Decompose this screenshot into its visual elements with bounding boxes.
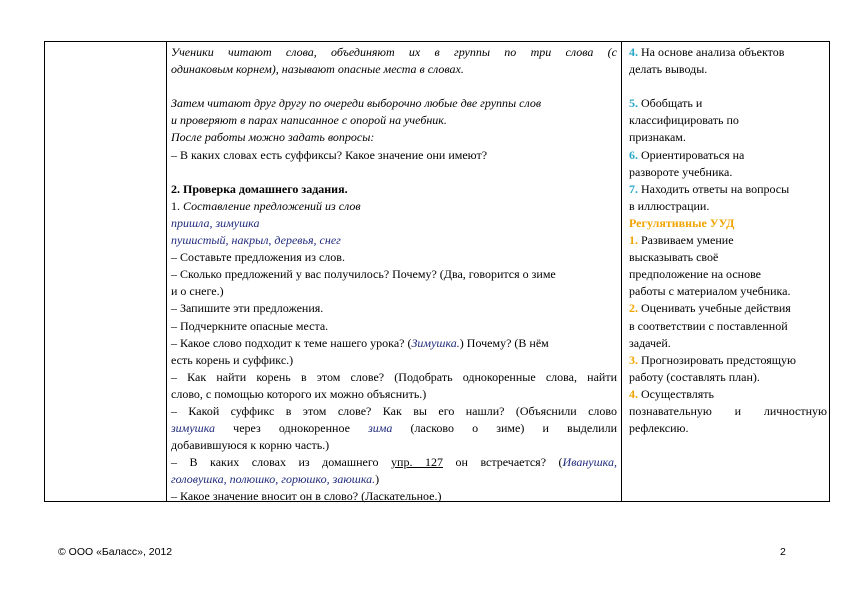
word-list: пришла, зимушка — [171, 215, 260, 230]
skill-item-cont: работу (составлять план). — [629, 369, 760, 384]
text-line: и проверяют в парах написанное с опорой на учебник. — [171, 113, 447, 128]
skill-item-cont: высказывать своё — [629, 250, 719, 265]
text-line: – Как найти корень в этом слове? (Подобрать однокоренные слова, найти — [171, 369, 617, 384]
skill-item-cont: делать выводы. — [629, 62, 708, 77]
table-column-skills — [623, 42, 831, 501]
text-line: – Какое значение вносит он в слово? (Ласкательное.) — [171, 489, 442, 504]
skill-item: 5. Обобщать и — [629, 96, 703, 111]
text-line: и о снеге.) — [171, 284, 224, 299]
text-line: Ученики читают слова, объединяют их в группы по три слова (с — [171, 45, 617, 59]
text-line: Затем читают друг другу по очереди выборочно любые две группы слов — [171, 96, 542, 111]
footer-copyright: © ООО «Баласс», 2012 — [58, 546, 173, 558]
skill-item-cont: рефлексию. — [629, 421, 689, 436]
skill-item-cont: предположение на основе — [629, 267, 761, 282]
skill-item-cont: в соответствии с поставленной — [629, 318, 788, 333]
skill-item-cont: развороте учебника. — [629, 164, 733, 179]
text-line: слово, с помощью которого их можно объяснить.) — [171, 386, 427, 401]
text-line: – Сколько предложений у вас получилось? Почему? (Два, говорится о зиме — [171, 267, 556, 282]
regulatory-header: Регулятивные УУД — [629, 215, 735, 230]
text-line: есть корень и суффикс.) — [171, 352, 294, 367]
text-line: – Какое слово подходит к теме нашего урока? (Зимушка.) Почему? (В нём — [171, 335, 549, 350]
skill-item: 4. Осуществлять — [629, 386, 715, 401]
skill-item-cont: признакам. — [629, 130, 686, 145]
text-line: головушка, полюшко, горюшко, заюшка.) — [171, 472, 380, 487]
skill-item: 4. На основе анализа объектов — [629, 45, 785, 59]
task-line: 1. Составление предложений из слов — [171, 198, 361, 213]
text-line: – В каких словах есть суффиксы? Какое значение они имеют? — [171, 147, 488, 162]
skill-item-cont: в иллюстрации. — [629, 198, 710, 213]
skill-item-cont: работы с материалом учебника. — [629, 284, 791, 299]
text-line: одинаковым корнем), называют опасные места в словах. — [171, 62, 464, 77]
word-list: пушистый, накрыл, деревья, снег — [171, 233, 341, 248]
text-line: После работы можно задать вопросы: — [171, 130, 375, 145]
text-line: – В каких словах из домашнего упр. 127 он встречается? (Иванушка, — [171, 455, 617, 470]
skill-item: 2. Оценивать учебные действия — [629, 301, 791, 316]
skill-item-cont: задачей. — [629, 335, 671, 350]
table-column-left — [45, 42, 167, 501]
text-line: – Составьте предложения из слов. — [171, 250, 345, 265]
text-line: зимушка через однокоренное зима (ласково о зиме) и выделили — [171, 421, 618, 436]
text-line: – Какой суффикс в этом слове? Как вы его нашли? (Объяснили слово — [171, 403, 617, 418]
skill-item: 1. Развиваем умение — [629, 233, 734, 248]
lesson-table — [44, 41, 830, 502]
text-line: добавившуюся к корню часть.) — [171, 438, 330, 453]
skill-item-cont: познавательную и личностную — [629, 403, 827, 418]
text-line: – Запишите эти предложения. — [171, 301, 324, 316]
skill-item: 7. Находить ответы на вопросы — [629, 181, 790, 196]
text-line: – Подчеркните опасные места. — [171, 318, 329, 333]
page-number: 2 — [780, 546, 786, 558]
table-column-content — [167, 42, 622, 504]
skill-item: 6. Ориентироваться на — [629, 147, 745, 162]
skill-item-cont: классифицировать по — [629, 113, 739, 128]
section-heading: 2. Проверка домашнего задания. — [171, 181, 348, 196]
skill-item: 3. Прогнозировать предстоящую — [629, 352, 797, 367]
